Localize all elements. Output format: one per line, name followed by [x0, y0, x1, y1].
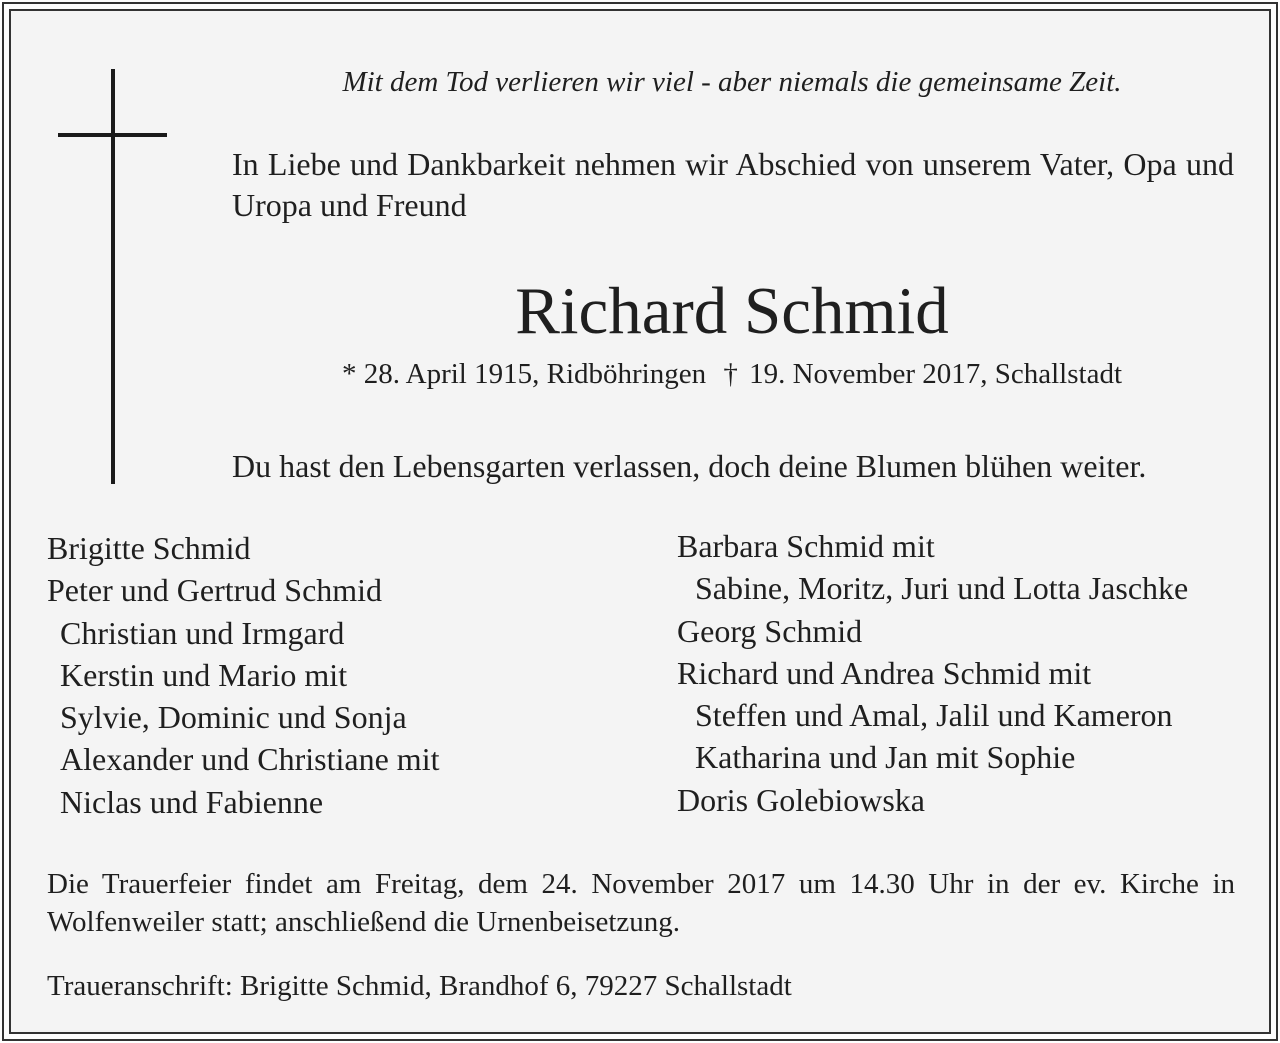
mourner-entry: Steffen und Amal, Jalil und Kameron [695, 697, 1173, 734]
mourner-entry: Christian und Irmgard [60, 614, 345, 651]
motto: Mit dem Tod verlieren wir viel - aber niemals die gemeinsame Zeit. [342, 66, 1122, 98]
ceremony-info: Die Trauerfeier findet am Freitag, dem 24. November 2017 um 14.30 Uhr in der ev. Kirche in Wolfenweiler statt; anschließend die Urnenbeisetzung. [47, 868, 1235, 938]
quote: Du hast den Lebensgarten verlassen, doch deine Blumen blühen weiter. [232, 448, 1147, 484]
cross-icon-horizontal-bar [58, 133, 167, 137]
mourner-entry: Sylvie, Dominic und Sonja [60, 699, 407, 736]
mourner-entry: Brigitte Schmid [47, 530, 251, 566]
mourner-entry: Barbara Schmid mit [677, 528, 935, 564]
mourner-entry: Georg Schmid [677, 612, 863, 649]
mourner-entry: Kerstin und Mario mit [60, 656, 348, 693]
birth-info: * 28. April 1915, Ridböhringen [341, 358, 707, 390]
mourner-entry: Niclas und Fabienne [60, 783, 324, 820]
mourners-left-list [47, 527, 607, 823]
dagger-icon: † [723, 358, 738, 390]
cross-icon-vertical-bar [111, 69, 115, 484]
mourners-right-list [677, 525, 1267, 821]
mourner-entry: Peter und Gertrud Schmid [47, 572, 383, 609]
mourning-address: Traueranschrift: Brigitte Schmid, Brandhof 6, 79227 Schallstadt [47, 970, 792, 1002]
mourner-entry: Alexander und Christiane mit [60, 741, 440, 778]
deceased-name: Richard Schmid [515, 274, 949, 348]
death-info: 19. November 2017, Schallstadt [749, 358, 1123, 390]
mourner-entry: Doris Golebiowska [677, 781, 925, 818]
mourner-entry: Katharina und Jan mit Sophie [695, 739, 1076, 776]
life-dates [232, 356, 1232, 392]
mourner-entry: Sabine, Moritz, Juri und Lotta Jaschke [695, 570, 1189, 607]
intro-text: In Liebe und Dankbarkeit nehmen wir Abschied von unserem Vater, Opa und Uropa und Freund [232, 146, 1234, 223]
mourner-entry: Richard und Andrea Schmid mit [677, 654, 1092, 691]
